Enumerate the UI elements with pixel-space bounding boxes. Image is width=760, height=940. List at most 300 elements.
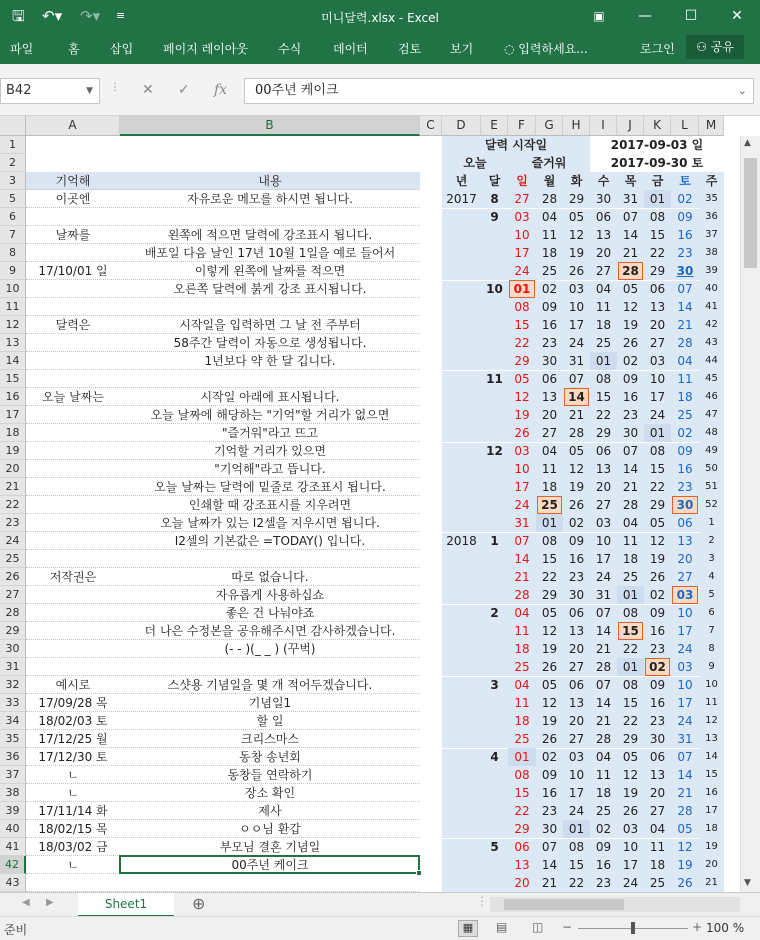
column-header-h[interactable]: H [563,116,590,136]
calendar-day-cell[interactable]: 22 [514,336,530,350]
calendar-day-cell[interactable]: 01 [509,280,535,298]
calendar-day-cell[interactable]: 08 [649,210,666,224]
calendar-day-cell[interactable]: 01 [590,352,617,370]
start-date-value[interactable]: 2017-09-03 일 [610,138,704,152]
row-header-13[interactable]: 13 [0,334,26,352]
memo-date-cell[interactable]: ㄴ [67,858,79,872]
calendar-day-cell[interactable]: 20 [514,876,530,890]
calendar-day-cell[interactable]: 19 [514,408,530,422]
calendar-day-cell[interactable]: 26 [622,804,639,818]
cancel-icon[interactable]: ✕ [142,82,154,98]
row-header-21[interactable]: 21 [0,478,26,496]
row-header-28[interactable]: 28 [0,604,26,622]
calendar-day-cell[interactable]: 09 [677,210,693,224]
day-header[interactable]: 토 [679,174,691,188]
memo-content-cell[interactable]: 할 일 [256,714,284,728]
row-header-31[interactable]: 31 [0,658,26,676]
calendar-day-cell[interactable]: 17 [677,624,693,638]
calendar-day-cell[interactable]: 06 [568,678,585,692]
calendar-day-cell[interactable]: 10 [568,300,585,314]
calendar-day-cell[interactable]: 13 [595,228,612,242]
row-header-12[interactable]: 12 [0,316,26,334]
memo-content-cell[interactable]: 오늘 날짜에 해당하는 "기억"할 거리가 없으면 [150,408,390,422]
calendar-day-cell[interactable]: 19 [677,858,693,872]
calendar-day-cell[interactable]: 19 [568,246,585,260]
calendar-day-cell[interactable]: 06 [595,210,612,224]
calendar-day-cell[interactable]: 12 [649,534,666,548]
row-header-20[interactable]: 20 [0,460,26,478]
calendar-day-cell[interactable]: 29 [541,588,558,602]
calendar-day-cell[interactable]: 25 [537,496,562,514]
calendar-day-cell[interactable]: 04 [514,678,530,692]
calendar-day-cell[interactable]: 26 [541,660,558,674]
calendar-day-cell[interactable]: 21 [622,246,639,260]
calendar-day-cell[interactable]: 08 [595,372,612,386]
calendar-day-cell[interactable]: 23 [622,408,639,422]
calendar-day-cell[interactable]: 01 [536,514,563,532]
tell-me-box[interactable]: ◌ 입력하세요... [504,42,588,56]
day-header[interactable]: 일 [516,174,528,188]
zoom-slider[interactable] [578,928,688,929]
column-header-j[interactable]: J [617,116,644,136]
calendar-day-cell[interactable]: 06 [677,516,693,530]
memo-date-cell[interactable]: 17/10/01 일 [38,264,108,278]
calendar-day-cell[interactable]: 16 [595,858,612,872]
calendar-day-cell[interactable]: 24 [677,714,693,728]
calendar-day-cell[interactable]: 16 [568,552,585,566]
maximize-button[interactable]: ☐ [684,8,698,24]
calendar-day-cell[interactable]: 27 [595,498,612,512]
calendar-day-cell[interactable]: 27 [541,426,558,440]
row-header-29[interactable]: 29 [0,622,26,640]
calendar-day-cell[interactable]: 04 [541,210,558,224]
calendar-day-cell[interactable]: 15 [649,228,666,242]
calendar-day-cell[interactable]: 23 [541,336,558,350]
calendar-day-cell[interactable]: 22 [514,804,530,818]
week-number-cell[interactable]: 6 [708,607,715,618]
row-header-38[interactable]: 38 [0,784,26,802]
calendar-day-cell[interactable]: 15 [541,552,558,566]
calendar-day-cell[interactable]: 23 [649,642,666,656]
next-sheet-icon[interactable]: ▶ [46,897,54,908]
week-number-cell[interactable]: 15 [705,769,718,780]
calendar-day-cell[interactable]: 01 [617,586,644,604]
calendar-day-cell[interactable]: 25 [514,660,530,674]
calendar-day-cell[interactable]: 18 [541,480,558,494]
calendar-day-cell[interactable]: 05 [541,678,558,692]
calendar-day-cell[interactable]: 27 [649,804,666,818]
tab-home[interactable]: 홈 [68,42,80,56]
row-header-16[interactable]: 16 [0,388,26,406]
calendar-day-cell[interactable]: 15 [622,696,639,710]
enter-icon[interactable]: ✓ [178,82,190,98]
week-number-cell[interactable]: 35 [705,193,718,204]
calendar-day-cell[interactable]: 15 [514,318,530,332]
week-number-cell[interactable]: 42 [705,319,718,330]
memo-date-cell[interactable]: 날짜를 [55,228,91,242]
week-number-cell[interactable]: 17 [705,805,718,816]
column-header-e[interactable]: E [481,116,508,136]
row-header-14[interactable]: 14 [0,352,26,370]
zoom-out-icon[interactable]: − [562,920,573,934]
memo-content-cell[interactable]: 오늘 날짜가 있는 I2셀을 지우시면 됩니다. [160,516,380,530]
week-number-cell[interactable]: 13 [705,733,718,744]
calendar-day-cell[interactable]: 17 [514,246,530,260]
memo-content-cell[interactable]: 오른쪽 달력에 붉게 강조 표시됩니다. [173,282,367,296]
calendar-day-cell[interactable]: 06 [649,750,666,764]
row-header-34[interactable]: 34 [0,712,26,730]
row-header-37[interactable]: 37 [0,766,26,784]
calendar-day-cell[interactable]: 13 [649,300,666,314]
page-break-icon[interactable]: ◫ [532,920,544,934]
customize-toolbar-icon[interactable]: ≡ [116,9,126,22]
calendar-day-cell[interactable]: 25 [514,732,530,746]
tab-review[interactable]: 검토 [398,42,422,56]
column-title-month[interactable]: 달 [488,174,501,188]
calendar-day-cell[interactable]: 28 [618,262,643,280]
row-header-9[interactable]: 9 [0,262,26,280]
calendar-day-cell[interactable]: 13 [568,624,585,638]
memo-date-cell[interactable]: 17/11/14 화 [38,804,108,818]
month-cell[interactable]: 10 [486,282,503,296]
horizontal-scrollbar[interactable] [490,897,740,912]
memo-content-cell[interactable]: 부모님 결혼 기념일 [219,840,321,854]
memo-content-cell[interactable]: 좋은 건 나눠야죠 [225,606,315,620]
calendar-day-cell[interactable]: 18 [514,642,530,656]
add-sheet-icon[interactable]: ⊕ [192,894,206,913]
row-header-17[interactable]: 17 [0,406,26,424]
calendar-day-cell[interactable]: 06 [514,840,530,854]
start-date-label[interactable]: 달력 시작일 [484,138,548,152]
worksheet-grid[interactable] [0,116,760,892]
calendar-day-cell[interactable]: 26 [568,498,585,512]
calendar-day-cell[interactable]: 24 [514,264,530,278]
calendar-day-cell[interactable]: 21 [595,642,612,656]
today-status[interactable]: 즐거워 [531,156,567,170]
week-number-cell[interactable]: 12 [705,715,718,726]
memo-content-cell[interactable]: "기억해"라고 뜹니다. [214,462,326,476]
calendar-day-cell[interactable]: 25 [677,408,693,422]
memo-content-cell[interactable]: 기억할 거리가 있으면 [214,444,326,458]
calendar-day-cell[interactable]: 27 [568,660,585,674]
calendar-day-cell[interactable]: 21 [622,480,639,494]
undo-icon[interactable]: ↶▾ [42,7,63,25]
memo-content-cell[interactable]: 따로 없습니다. [231,570,309,584]
calendar-day-cell[interactable]: 09 [677,444,693,458]
calendar-day-cell[interactable]: 12 [622,300,639,314]
calendar-day-cell[interactable]: 15 [568,858,585,872]
calendar-day-cell[interactable]: 29 [649,498,666,512]
month-cell[interactable]: 2 [490,606,499,620]
calendar-day-cell[interactable]: 27 [595,264,612,278]
calendar-day-cell[interactable]: 02 [677,192,693,206]
week-number-cell[interactable]: 45 [705,373,718,384]
week-number-cell[interactable]: 19 [705,841,718,852]
today-label[interactable]: 오늘 [463,156,487,170]
horizontal-scroll-thumb[interactable] [504,899,624,910]
row-header-10[interactable]: 10 [0,280,26,298]
memo-content-cell[interactable]: 동창들 연락하기 [227,768,313,782]
calendar-day-cell[interactable]: 30 [541,822,558,836]
calendar-day-cell[interactable]: 05 [514,372,530,386]
week-number-cell[interactable]: 11 [705,697,718,708]
calendar-day-cell[interactable]: 20 [595,480,612,494]
calendar-day-cell[interactable]: 10 [514,228,530,242]
calendar-day-cell[interactable]: 01 [644,424,671,442]
row-header-23[interactable]: 23 [0,514,26,532]
calendar-day-cell[interactable]: 19 [541,714,558,728]
calendar-day-cell[interactable]: 02 [622,354,639,368]
scroll-thumb[interactable] [744,158,757,268]
calendar-day-cell[interactable]: 04 [677,354,693,368]
calendar-day-cell[interactable]: 28 [677,804,693,818]
column-title-year[interactable]: 년 [455,174,468,188]
save-icon[interactable]: 🖫 [12,7,25,25]
calendar-day-cell[interactable]: 12 [541,696,558,710]
row-header-15[interactable]: 15 [0,370,26,388]
expand-icon[interactable]: ⌄ [737,84,747,97]
calendar-day-cell[interactable]: 06 [568,606,585,620]
week-number-cell[interactable]: 9 [708,661,715,672]
calendar-day-cell[interactable]: 19 [622,786,639,800]
calendar-day-cell[interactable]: 28 [677,336,693,350]
week-number-cell[interactable]: 8 [708,643,715,654]
minimize-button[interactable]: — [638,8,652,24]
calendar-day-cell[interactable]: 12 [622,768,639,782]
sheet-tab[interactable]: Sheet1 [78,893,174,917]
calendar-day-cell[interactable]: 17 [649,390,666,404]
ribbon-display-icon[interactable]: ▣ [593,9,605,23]
calendar-day-cell[interactable]: 14 [541,858,558,872]
calendar-day-cell[interactable]: 06 [649,282,666,296]
row-header-26[interactable]: 26 [0,568,26,586]
memo-content-cell[interactable]: 시작일 아래에 표시됩니다. [200,390,340,404]
calendar-day-cell[interactable]: 02 [677,426,693,440]
calendar-day-cell[interactable]: 26 [514,426,530,440]
calendar-day-cell[interactable]: 03 [622,822,639,836]
calendar-day-cell[interactable]: 02 [649,588,666,602]
day-header[interactable]: 목 [624,174,637,188]
column-header-m[interactable]: M [699,116,724,136]
column-header-c[interactable]: C [420,116,442,136]
share-button[interactable]: ⚇ 공유 [686,35,744,59]
calendar-day-cell[interactable]: 26 [568,264,585,278]
calendar-day-cell[interactable]: 30 [541,354,558,368]
calendar-day-cell[interactable]: 18 [677,390,693,404]
calendar-day-cell[interactable]: 09 [541,768,558,782]
day-header[interactable]: 금 [651,174,664,188]
vertical-scrollbar[interactable] [740,136,760,892]
calendar-day-cell[interactable]: 27 [649,336,666,350]
calendar-day-cell[interactable]: 14 [514,552,530,566]
year-cell[interactable]: 2018 [446,534,477,548]
column-header-k[interactable]: K [644,116,671,136]
memo-content-cell[interactable]: 제사 [258,804,282,818]
week-number-cell[interactable]: 50 [705,463,718,474]
name-box[interactable]: B42 ▼ [0,78,100,104]
column-header-a[interactable]: A [26,116,120,136]
calendar-day-cell[interactable]: 16 [677,228,693,242]
calendar-day-cell[interactable]: 12 [568,228,585,242]
calendar-day-cell[interactable]: 11 [649,840,666,854]
calendar-day-cell[interactable]: 28 [568,426,585,440]
calendar-day-cell[interactable]: 23 [568,570,585,584]
calendar-day-cell[interactable]: 07 [541,840,558,854]
calendar-day-cell[interactable]: 23 [541,804,558,818]
week-number-cell[interactable]: 49 [705,445,718,456]
calendar-day-cell[interactable]: 25 [541,264,558,278]
calendar-day-cell[interactable]: 21 [514,570,530,584]
calendar-day-cell[interactable]: 01 [617,658,644,676]
memo-content-cell[interactable]: 더 나은 수정본을 공유해주시면 감사하겠습니다. [144,624,396,638]
column-header-f[interactable]: F [508,116,536,136]
calendar-day-cell[interactable]: 22 [649,246,666,260]
calendar-day-cell[interactable]: 10 [677,678,693,692]
column-header-i[interactable]: I [590,116,617,136]
calendar-day-cell[interactable]: 16 [649,696,666,710]
row-header-22[interactable]: 22 [0,496,26,514]
calendar-day-cell[interactable]: 05 [622,750,639,764]
memo-content-cell[interactable]: 배포일 다음 날인 17년 10월 1일을 예로 들어서 [144,246,396,260]
calendar-day-cell[interactable]: 05 [622,282,639,296]
calendar-day-cell[interactable]: 14 [564,388,589,406]
memo-content-cell[interactable]: I2셀의 기본값은 =TODAY() 입니다. [174,534,366,548]
month-cell[interactable]: 11 [486,372,503,386]
calendar-day-cell[interactable]: 08 [622,606,639,620]
month-cell[interactable]: 5 [490,840,499,854]
month-cell[interactable]: 1 [490,534,499,548]
calendar-day-cell[interactable]: 04 [595,282,612,296]
scroll-up-icon[interactable]: ▲ [744,138,751,148]
row-header-18[interactable]: 18 [0,424,26,442]
calendar-day-cell[interactable]: 05 [649,516,666,530]
row-header-43[interactable]: 43 [0,874,26,892]
calendar-day-cell[interactable]: 07 [677,750,693,764]
column-header-g[interactable]: G [536,116,563,136]
calendar-day-cell[interactable]: 03 [649,354,666,368]
calendar-day-cell[interactable]: 24 [568,336,585,350]
calendar-day-cell[interactable]: 06 [541,372,558,386]
week-number-cell[interactable]: 51 [705,481,718,492]
day-header[interactable]: 수 [597,174,610,188]
week-number-cell[interactable]: 39 [705,265,718,276]
calendar-day-cell[interactable]: 23 [677,480,693,494]
calendar-day-cell[interactable]: 21 [677,786,693,800]
memo-content-cell[interactable]: (- - )(_ _ ) (꾸벅) [224,642,316,656]
calendar-day-cell[interactable]: 11 [595,300,612,314]
calendar-day-cell[interactable]: 22 [622,642,639,656]
calendar-day-cell[interactable]: 07 [514,534,530,548]
calendar-day-cell[interactable]: 03 [568,282,585,296]
calendar-day-cell[interactable]: 21 [595,714,612,728]
calendar-day-cell[interactable]: 17 [568,786,585,800]
calendar-day-cell[interactable]: 18 [649,858,666,872]
month-cell[interactable]: 4 [490,750,499,764]
month-cell[interactable]: 12 [486,444,503,458]
memo-date-cell[interactable]: 예시로 [55,678,91,692]
calendar-day-cell[interactable]: 29 [568,192,585,206]
week-number-cell[interactable]: 43 [705,337,718,348]
month-cell[interactable]: 9 [490,210,499,224]
calendar-day-cell[interactable]: 01 [563,820,590,838]
calendar-day-cell[interactable]: 24 [595,570,612,584]
calendar-day-cell[interactable]: 22 [649,480,666,494]
calendar-day-cell[interactable]: 06 [595,444,612,458]
calendar-day-cell[interactable]: 12 [677,840,693,854]
row-header-3[interactable]: 3 [0,172,26,190]
week-number-cell[interactable]: 2 [708,535,715,546]
calendar-day-cell[interactable]: 03 [677,660,693,674]
calendar-day-cell[interactable]: 13 [595,462,612,476]
memo-date-cell[interactable]: 저작권은 [49,570,97,584]
calendar-day-cell[interactable]: 07 [595,678,612,692]
memo-date-cell[interactable]: ㄴ [67,768,79,782]
calendar-day-cell[interactable]: 04 [649,822,666,836]
calendar-day-cell[interactable]: 20 [568,642,585,656]
calendar-day-cell[interactable]: 24 [677,642,693,656]
calendar-day-cell[interactable]: 10 [514,462,530,476]
memo-content-cell[interactable]: 자유로운 메모를 하시면 됩니다. [187,192,353,206]
calendar-day-cell[interactable]: 24 [568,804,585,818]
calendar-day-cell[interactable]: 20 [595,246,612,260]
calendar-day-cell[interactable]: 29 [649,264,666,278]
calendar-day-cell[interactable]: 18 [514,714,530,728]
calendar-day-cell[interactable]: 31 [514,516,530,530]
memo-content-cell[interactable]: 시작일을 입력하면 그 날 전 주부터 [179,318,361,332]
calendar-day-cell[interactable]: 11 [677,372,693,386]
memo-content-cell[interactable]: 자유롭게 사용하십쇼 [215,588,325,602]
week-number-cell[interactable]: 52 [705,499,718,510]
row-header-39[interactable]: 39 [0,802,26,820]
calendar-day-cell[interactable]: 16 [677,462,693,476]
select-all-corner[interactable] [0,116,26,136]
week-number-cell[interactable]: 18 [705,823,718,834]
calendar-day-cell[interactable]: 31 [595,588,612,602]
column-header-b[interactable]: B [120,116,420,136]
calendar-day-cell[interactable]: 24 [514,498,530,512]
row-header-8[interactable]: 8 [0,244,26,262]
memo-date-cell[interactable]: 18/03/02 금 [38,840,108,854]
login-link[interactable]: 로그인 [640,42,675,56]
day-header[interactable]: 화 [570,174,583,188]
calendar-day-cell[interactable]: 17 [595,552,612,566]
calendar-day-cell[interactable]: 10 [568,768,585,782]
calendar-day-cell[interactable]: 05 [677,822,693,836]
calendar-day-cell[interactable]: 09 [595,840,612,854]
calendar-day-cell[interactable]: 30 [672,496,698,514]
calendar-day-cell[interactable]: 25 [595,804,612,818]
row-header-30[interactable]: 30 [0,640,26,658]
calendar-day-cell[interactable]: 03 [672,586,698,604]
calendar-day-cell[interactable]: 30 [676,264,694,278]
calendar-day-cell[interactable]: 29 [622,732,639,746]
memo-date-cell[interactable]: 달력은 [55,318,91,332]
row-header-27[interactable]: 27 [0,586,26,604]
memo-content-cell[interactable]: 장소 확인 [244,786,296,800]
calendar-day-cell[interactable]: 17 [677,696,693,710]
calendar-day-cell[interactable]: 01 [644,190,671,208]
today-value[interactable]: 2017-09-30 토 [610,156,704,170]
calendar-day-cell[interactable]: 30 [568,588,585,602]
week-number-cell[interactable]: 37 [705,229,718,240]
calendar-day-cell[interactable]: 20 [568,714,585,728]
calendar-day-cell[interactable]: 11 [541,228,558,242]
row-header-2[interactable]: 2 [0,154,26,172]
memo-content-cell[interactable]: 스샷용 기념일을 몇 개 적어두겠습니다. [167,678,373,692]
memo-content-cell[interactable]: "즐거워"라고 뜨고 [222,426,318,440]
calendar-day-cell[interactable]: 15 [618,622,643,640]
calendar-day-cell[interactable]: 27 [514,192,530,206]
